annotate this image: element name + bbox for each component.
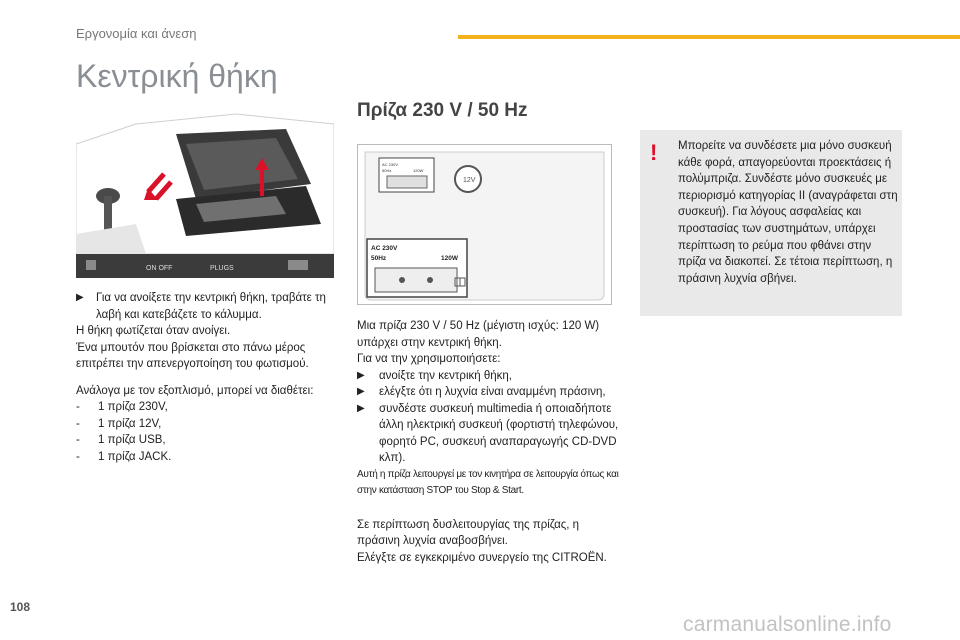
left-column-text (76, 290, 338, 465)
socket-heading: Πρίζα 230 V / 50 Hz (357, 100, 528, 121)
socket-instructions (357, 318, 625, 566)
equipment-item: - 1 πρίζα 230V, (76, 401, 168, 413)
bullet-arrow-icon: ▶ (357, 369, 365, 381)
plate-label-ac: AC 230V (371, 245, 398, 252)
equipment-intro: Ανάλογα με τον εξοπλισμό, μπορεί να διαθέτει: (76, 384, 314, 397)
bullet-arrow-icon: ▶ (357, 402, 365, 414)
strip-label-plugs: PLUGS (210, 265, 234, 272)
light-text: Η θήκη φωτίζεται όταν ανοίγει. (76, 325, 231, 337)
section-title: Εργονομία και άνεση (76, 26, 197, 41)
warning-box (640, 130, 902, 316)
open-storage-bullet (76, 290, 338, 323)
equipment-item: - 1 πρίζα USB, (76, 434, 166, 446)
plate-label-w: 120W (441, 255, 458, 262)
plate-label-hz: 50Hz (371, 255, 387, 262)
central-storage-illustration (76, 104, 334, 278)
socket-use-intro: Για να την χρησιμοποιήσετε: (357, 353, 501, 365)
outlet-12v-label: 12V (463, 177, 476, 184)
socket-note: Αυτή η πρίζα λειτουργεί με τον κινητήρα σε λειτουργία όπως και στην κατάσταση STOP του Stop & Start. (357, 468, 619, 496)
socket-step: ▶ συνδέστε συσκευή multimedia ή οποιαδήποτε άλλη ηλεκτρική συσκευή (φορτιστή τηλεφώνου, φορητό PC, συσκευή αναπαραγωγής CD-DVD κλπ). (357, 401, 625, 467)
socket-step: ▶ ανοίξτε την κεντρική θήκη, (357, 368, 625, 385)
watermark: carmanualsonline.info (683, 613, 892, 636)
header-accent-bar (458, 35, 960, 39)
small-label-w: 120W (413, 168, 424, 173)
socket-check-text: Ελέγξτε σε εγκεκριμένο συνεργείο της CITROËN. (357, 551, 607, 564)
small-label-ac: AC 230V (382, 162, 399, 167)
page-title: Κεντρική θήκη (76, 58, 278, 94)
bullet-arrow-icon: ▶ (357, 386, 365, 397)
equipment-item: - 1 πρίζα 12V, (76, 417, 162, 430)
socket-step: ▶ ελέγξτε ότι η λυχνία είναι αναμμένη πράσινη, (357, 384, 625, 401)
warning-text: Μπορείτε να συνδέσετε μια μόνο συσκευή κάθε φορά, απαγορεύονται προεκτάσεις ή πολύμπριζα. Συνδέστε μόνο συσκευές με περιορισμό κατηγορίας ΙΙ (αναγράφεται στη συσκευή). Για λόγους ασφαλείας και προστασίας των συστημάτων, υπάρχει περίπτωση το ρεύμα που φθάνει στην πρίζα να διακοπεί. Σε τέτοια περίπτωση, η πράσινη λυχνία σβήνει. (678, 140, 898, 285)
bullet-arrow-icon: ▶ (76, 292, 84, 303)
light-button-text: Ένα μπουτόν που βρίσκεται στο πάνω μέρος επιτρέπει την απενεργοποίηση του φωτισμού. (76, 341, 309, 370)
warning-icon: ! (650, 140, 658, 165)
small-label-hz: 50Hz (382, 168, 392, 173)
equipment-item: - 1 πρίζα JACK. (76, 450, 172, 463)
strip-label-onoff: ON OFF (146, 265, 173, 272)
socket-intro: Μια πρίζα 230 V / 50 Hz (μέγιστη ισχύς: 120 W) υπάρχει στην κεντρική θήκη. (357, 320, 600, 349)
page-number: 108 (10, 600, 31, 614)
socket-fault-text: Σε περίπτωση δυσλειτουργίας της πρίζας, η πράσινη λυχνία αναβοσβήνει. (357, 518, 580, 547)
open-storage-text: Για να ανοίξετε την κεντρική θήκη, τραβάτε τη λαβή και κατεβάζετε το κάλυμμα. (96, 292, 326, 321)
socket-230v-illustration (357, 144, 612, 305)
